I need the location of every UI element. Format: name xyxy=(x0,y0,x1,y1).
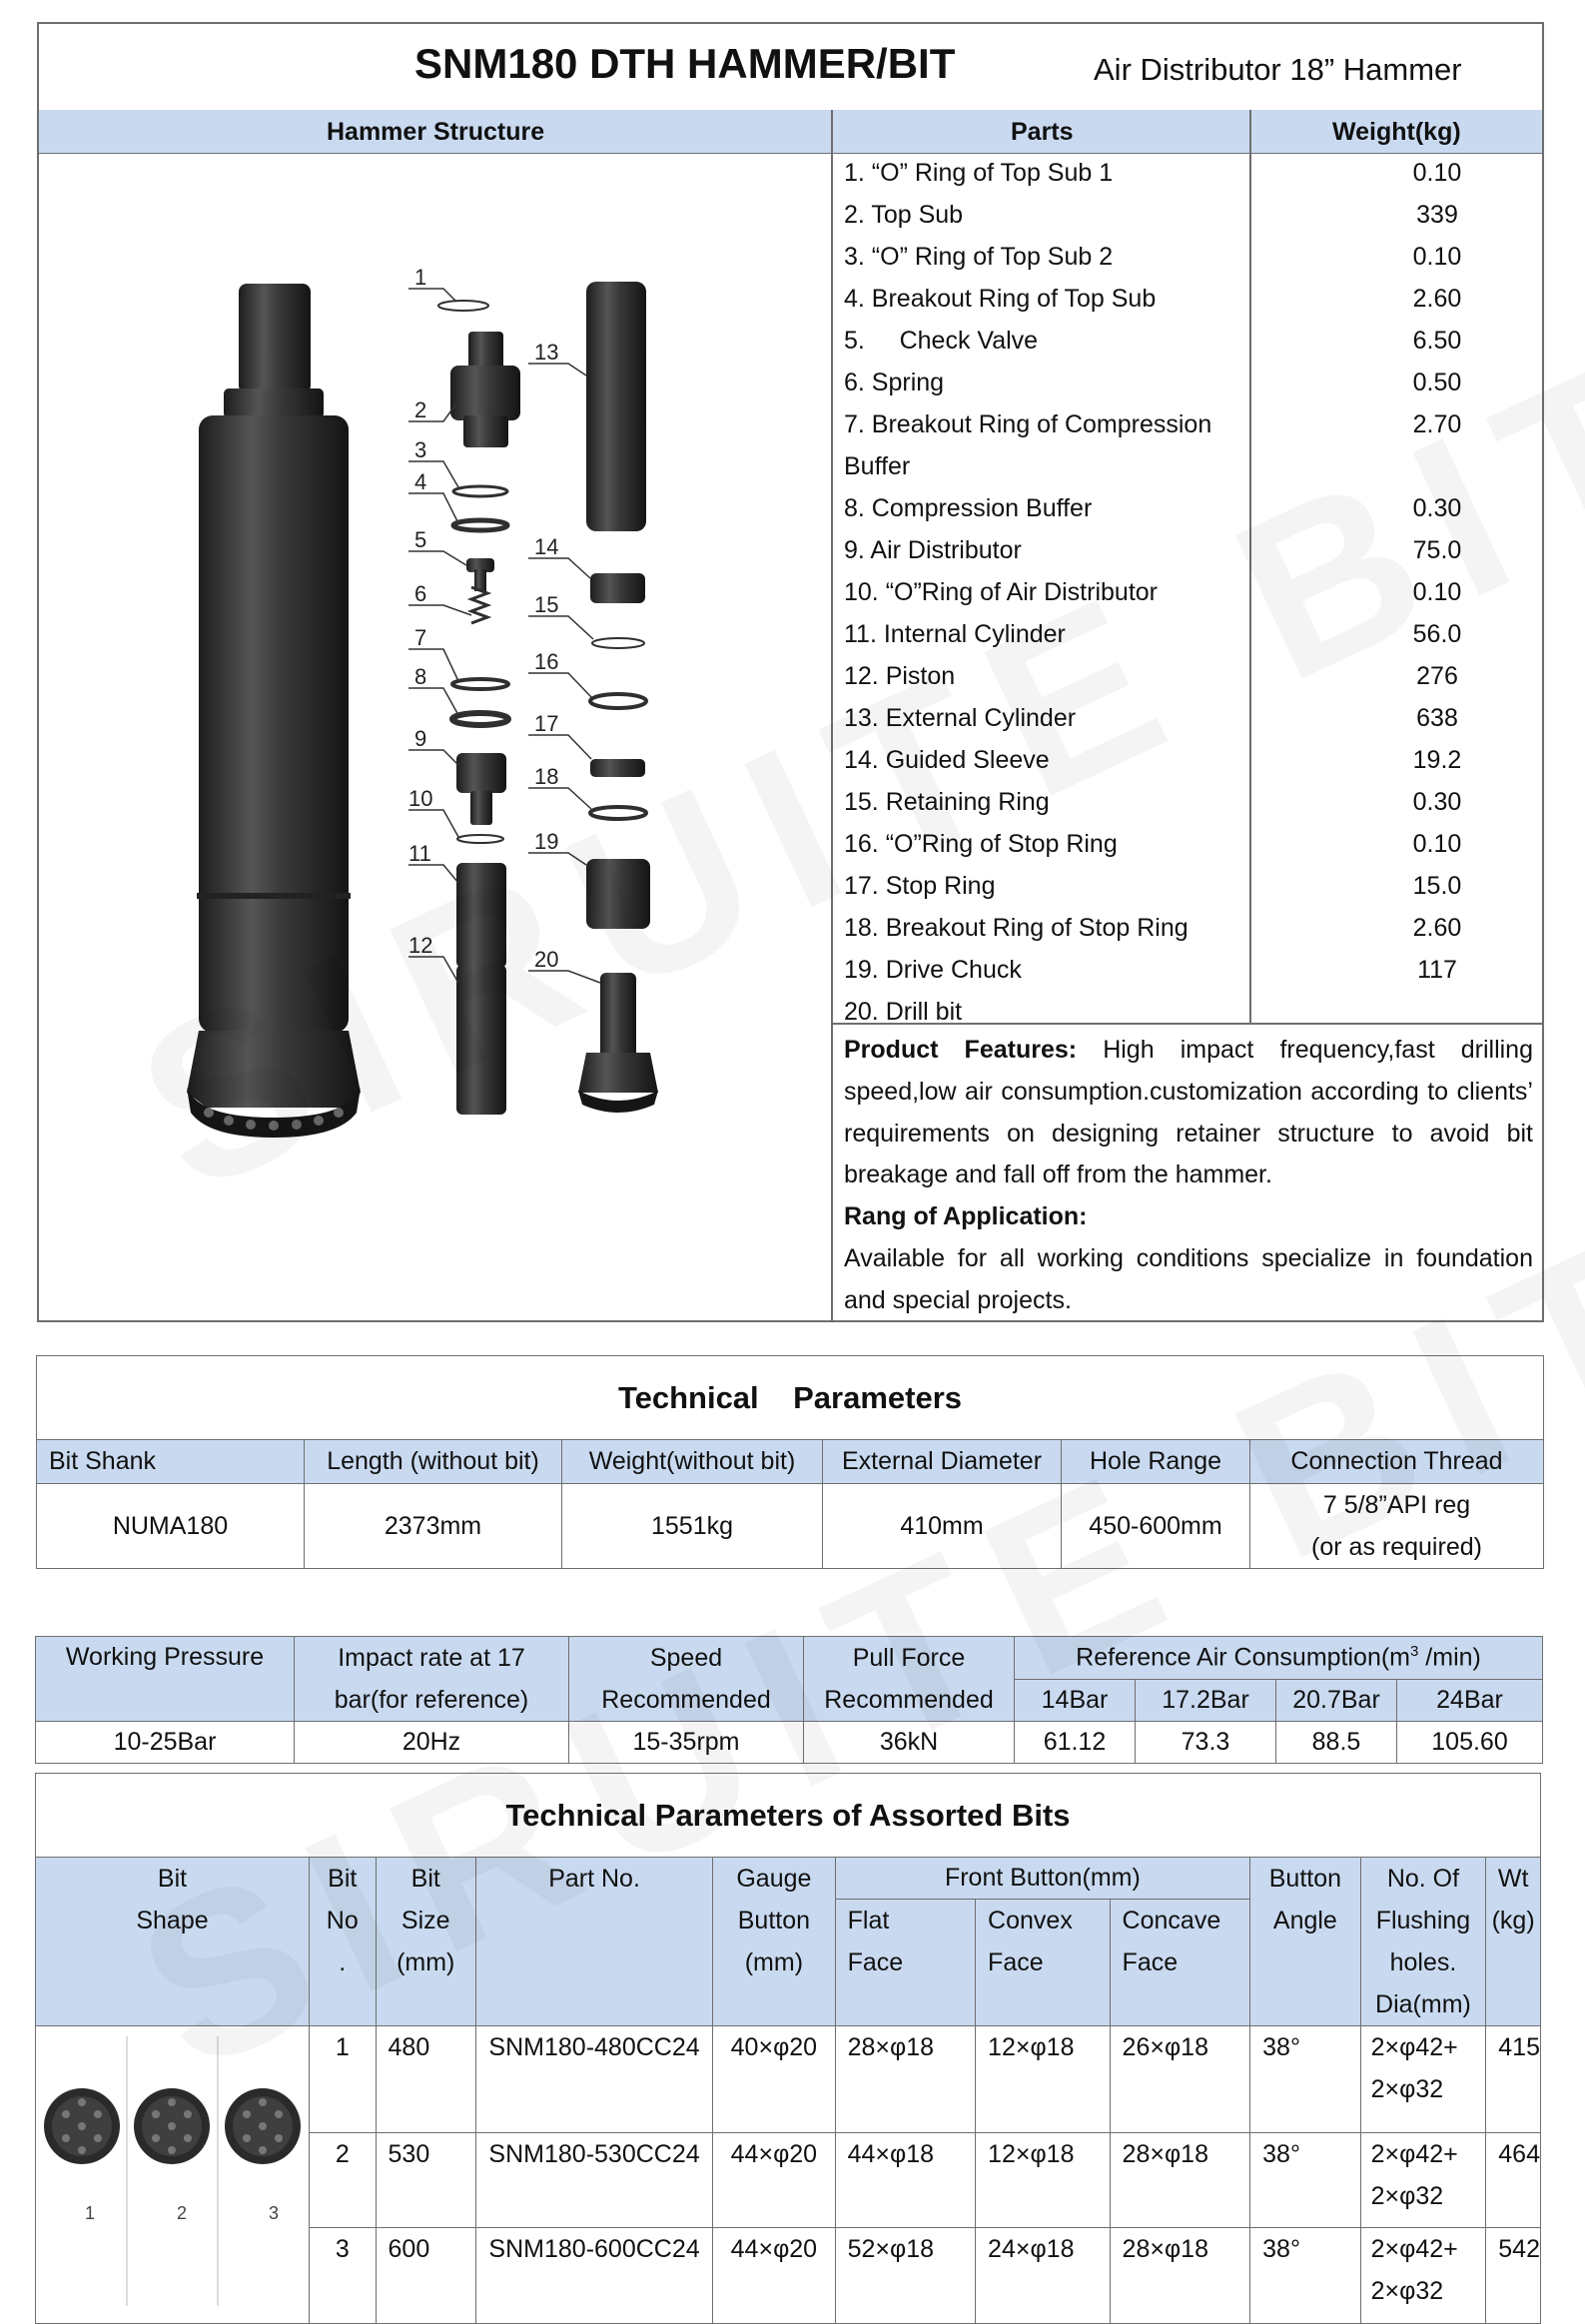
bit-convex: 12×φ18 xyxy=(976,2132,1111,2228)
bits-header xyxy=(1486,1858,1541,2026)
bit-flat: 52×φ18 xyxy=(835,2228,975,2324)
bits-header-line: Angle xyxy=(1272,1907,1337,1935)
tech-value: 450-600mm xyxy=(1062,1484,1250,1569)
bits-title: Technical Parameters of Assorted Bits xyxy=(36,1774,1541,1858)
bit-convex: 12×φ18 xyxy=(976,2026,1111,2133)
bits-header-line: No. Of xyxy=(1386,1865,1460,1893)
bits-header-line: Wt xyxy=(1497,1865,1529,1893)
bits-header xyxy=(976,1900,1111,2026)
bit-gauge: 40×φ20 xyxy=(713,2026,836,2133)
work-value: 73.3 xyxy=(1136,1722,1276,1764)
work-header-line: Impact rate at 17 xyxy=(338,1644,525,1672)
part-item: 4. Breakout Ring of Top Sub xyxy=(844,285,1157,313)
bit-gauge: 44×φ20 xyxy=(713,2228,836,2324)
bit-holes-line: 2×φ32 xyxy=(1370,2181,1444,2210)
work-value: 10-25Bar xyxy=(36,1722,295,1764)
part-item: 2. Top Sub xyxy=(844,201,964,229)
bit-shape-label: 2 xyxy=(176,2203,188,2223)
bit-part-no: SNM180-600CC24 xyxy=(475,2228,712,2324)
part-item: 10. “O”Ring of Air Distributor xyxy=(844,578,1158,606)
tech-value: 410mm xyxy=(823,1484,1062,1569)
part-weight: 2.60 xyxy=(1412,285,1462,313)
header-parts: Parts xyxy=(1011,118,1074,146)
bits-header-line: . xyxy=(339,1948,347,1976)
callout-3: 3 xyxy=(414,437,427,462)
features-text: High impact frequency,fast drilling speed,low air consumption.customization according to clients’ requirements on designing retainer structure to avoid bit breakage and fall off from the hammer. xyxy=(844,1036,1533,1189)
bit-concave: 28×φ18 xyxy=(1110,2132,1250,2228)
bit-holes-line: 2×φ42+ xyxy=(1370,2235,1458,2264)
part-item: 7. Breakout Ring of Compression xyxy=(844,410,1212,438)
part-weight: 339 xyxy=(1416,201,1458,229)
tech-header: Length (without bit) xyxy=(305,1440,562,1484)
bits-header: Part No. xyxy=(475,1858,712,2026)
bits-header-line: Bit xyxy=(157,1865,188,1893)
work-header-line: Speed xyxy=(649,1644,723,1672)
part-weight: 2.60 xyxy=(1412,914,1462,942)
bits-header-line: No xyxy=(326,1907,359,1935)
part-item: 13. External Cylinder xyxy=(844,704,1077,732)
tech-header: Connection Thread xyxy=(1250,1440,1544,1484)
tech-value: 1551kg xyxy=(562,1484,823,1569)
bits-header-line: Size xyxy=(400,1907,450,1935)
work-value: 15-35rpm xyxy=(569,1722,804,1764)
part-weight: 56.0 xyxy=(1412,620,1462,648)
part-weight: 0.10 xyxy=(1412,159,1462,187)
part-item: 14. Guided Sleeve xyxy=(844,746,1050,774)
work-value: 20Hz xyxy=(295,1722,569,1764)
bit-gauge: 44×φ20 xyxy=(713,2132,836,2228)
callout-8: 8 xyxy=(414,664,427,689)
bit-concave: 26×φ18 xyxy=(1110,2026,1250,2133)
header-hammer-structure: Hammer Structure xyxy=(327,118,545,146)
bit-size: 600 xyxy=(376,2228,475,2324)
part-weight: 0.10 xyxy=(1412,578,1462,606)
page-title: SNM180 DTH HAMMER/BIT xyxy=(414,40,956,87)
work-header: Working Pressure xyxy=(36,1637,295,1722)
bit-convex: 24×φ18 xyxy=(976,2228,1111,2324)
part-item-cont: Buffer xyxy=(844,452,911,480)
bit-size: 530 xyxy=(376,2132,475,2228)
parts-header-row xyxy=(39,110,1542,154)
part-item: 8. Compression Buffer xyxy=(844,494,1093,522)
callout-20: 20 xyxy=(534,947,559,972)
bit-holes-line: 2×φ42+ xyxy=(1370,2139,1458,2168)
tech-value: 2373mm xyxy=(305,1484,562,1569)
part-item: 9. Air Distributor xyxy=(844,536,1022,564)
work-header-line: bar(for reference) xyxy=(334,1686,529,1714)
work-value: 36kN xyxy=(804,1722,1015,1764)
bit-weight: 415 xyxy=(1486,2026,1541,2133)
bits-header-line: (mm) xyxy=(744,1948,804,1976)
bits-header-line: Face xyxy=(988,1948,1044,1977)
part-weight: 6.50 xyxy=(1412,327,1462,355)
bit-part-no: SNM180-530CC24 xyxy=(475,2132,712,2228)
tech-header: Weight(without bit) xyxy=(562,1440,823,1484)
callout-1: 1 xyxy=(414,265,427,290)
bit-holes xyxy=(1360,2026,1486,2133)
bits-header-line: Flat xyxy=(847,1907,890,1936)
part-item: 6. Spring xyxy=(844,369,945,396)
bit-no: 2 xyxy=(310,2132,377,2228)
bits-header-line: Concave xyxy=(1122,1907,1221,1936)
bit-shape-label: 1 xyxy=(84,2203,96,2223)
work-header-line: Recommended xyxy=(824,1686,994,1714)
part-weight: 15.0 xyxy=(1412,872,1462,900)
part-item: 1. “O” Ring of Top Sub 1 xyxy=(844,159,1114,187)
bits-header xyxy=(713,1858,836,2026)
callout-16: 16 xyxy=(534,649,559,674)
work-value: 61.12 xyxy=(1015,1722,1136,1764)
callout-6: 6 xyxy=(414,581,427,606)
callout-14: 14 xyxy=(534,534,559,559)
air-sup: 3 xyxy=(1410,1643,1419,1661)
bits-header-line: Dia(mm) xyxy=(1375,1990,1471,2018)
bit-holes-line: 2×φ32 xyxy=(1370,2075,1444,2103)
part-weight: 2.70 xyxy=(1412,410,1462,438)
callout-5: 5 xyxy=(414,527,427,552)
part-item: 16. “O”Ring of Stop Ring xyxy=(844,830,1118,858)
bit-shape-label: 3 xyxy=(268,2203,280,2223)
bits-header-line: Gauge xyxy=(736,1865,812,1893)
bits-header-line: Convex xyxy=(988,1907,1073,1936)
thread-line: 7 5/8”API reg xyxy=(1322,1491,1471,1519)
work-value: 105.60 xyxy=(1397,1722,1543,1764)
bits-header-line: Bit xyxy=(328,1865,358,1893)
air-bar: 14Bar xyxy=(1015,1679,1136,1722)
tech-value: NUMA180 xyxy=(37,1484,305,1569)
part-weight: 0.10 xyxy=(1412,243,1462,271)
tech-header: Hole Range xyxy=(1062,1440,1250,1484)
work-value: 88.5 xyxy=(1276,1722,1397,1764)
part-item: 18. Breakout Ring of Stop Ring xyxy=(844,914,1189,942)
part-item: 12. Piston xyxy=(844,662,956,690)
part-item: 17. Stop Ring xyxy=(844,872,996,900)
part-item: 15. Retaining Ring xyxy=(844,788,1050,816)
bit-size: 480 xyxy=(376,2026,475,2133)
title-row xyxy=(39,24,1542,111)
bit-no: 1 xyxy=(310,2026,377,2133)
bits-header xyxy=(1360,1858,1486,2026)
air-label: Reference Air Consumption(m xyxy=(1076,1643,1411,1672)
callout-9: 9 xyxy=(414,726,427,751)
bits-header-line: Button xyxy=(737,1907,811,1935)
bit-concave: 28×φ18 xyxy=(1110,2228,1250,2324)
callout-11: 11 xyxy=(408,841,431,866)
bit-no: 3 xyxy=(310,2228,377,2324)
callout-10: 10 xyxy=(408,786,433,811)
bits-header-line: Bit xyxy=(410,1865,440,1893)
part-item: 19. Drive Chuck xyxy=(844,956,1022,984)
air-label-end: /min) xyxy=(1418,1643,1481,1672)
part-weight: 276 xyxy=(1416,662,1458,690)
tech-header: External Diameter xyxy=(823,1440,1062,1484)
bits-header xyxy=(1250,1858,1360,2026)
bit-part-no: SNM180-480CC24 xyxy=(475,2026,712,2133)
bit-face-image xyxy=(134,2088,210,2164)
callout-7: 7 xyxy=(414,625,427,650)
part-weight: 117 xyxy=(1417,956,1457,984)
bit-holes xyxy=(1360,2228,1486,2324)
bit-holes-line: 2×φ42+ xyxy=(1370,2033,1458,2061)
bit-holes xyxy=(1360,2132,1486,2228)
bits-header-line: Face xyxy=(847,1948,904,1977)
callout-13: 13 xyxy=(534,340,559,365)
bits-header-line: Face xyxy=(1122,1948,1179,1977)
thread-line: (or as required) xyxy=(1311,1533,1482,1561)
callout-15: 15 xyxy=(534,592,559,617)
features-label: Product Features: xyxy=(844,1036,1078,1064)
bit-flat: 28×φ18 xyxy=(835,2026,975,2133)
application-label: Rang of Application: xyxy=(844,1202,1088,1231)
bit-angle: 38° xyxy=(1250,2228,1360,2324)
bits-header xyxy=(835,1900,975,2026)
part-weight: 0.30 xyxy=(1412,494,1462,522)
header-weight: Weight(kg) xyxy=(1332,118,1461,146)
application-text: Available for all working conditions specialize in foundation and special projects. xyxy=(844,1243,1533,1314)
part-weight: 19.2 xyxy=(1412,746,1462,774)
work-header-line: Pull Force xyxy=(852,1644,966,1672)
bit-holes-line: 2×φ32 xyxy=(1370,2277,1444,2306)
bit-angle: 38° xyxy=(1250,2132,1360,2228)
part-item: 5. Check Valve xyxy=(844,327,1039,355)
part-weight: 638 xyxy=(1416,704,1458,732)
bit-face-image xyxy=(44,2088,120,2164)
bit-angle: 38° xyxy=(1250,2026,1360,2133)
bit-weight: 464 xyxy=(1486,2132,1541,2228)
part-item: 20. Drill bit xyxy=(844,998,963,1026)
callout-4: 4 xyxy=(414,469,427,494)
part-item: 11. Internal Cylinder xyxy=(844,620,1066,648)
tech-title: Technical Parameters xyxy=(37,1356,1544,1440)
callout-19: 19 xyxy=(534,829,559,854)
bits-header-line: Button xyxy=(1268,1865,1342,1893)
part-item: 3. “O” Ring of Top Sub 2 xyxy=(844,243,1114,271)
part-weight: 75.0 xyxy=(1412,536,1462,564)
tech-header: Bit Shank xyxy=(37,1440,305,1484)
bits-header-line: Flushing xyxy=(1375,1907,1471,1935)
work-header-line: Recommended xyxy=(601,1686,771,1714)
air-bar: 17.2Bar xyxy=(1136,1679,1276,1722)
bits-header xyxy=(1110,1900,1250,2026)
callout-2: 2 xyxy=(414,397,427,422)
page-subtitle: Air Distributor 18” Hammer xyxy=(1094,52,1462,87)
part-weight: 0.10 xyxy=(1412,830,1462,858)
part-weight: 0.30 xyxy=(1412,788,1462,816)
callout-17: 17 xyxy=(534,711,559,736)
bits-header-front: Front Button(mm) xyxy=(835,1858,1250,1900)
bits-header-line: holes. xyxy=(1389,1948,1457,1976)
bit-weight: 542 xyxy=(1486,2228,1541,2324)
air-bar: 24Bar xyxy=(1397,1679,1543,1722)
part-weight: 0.50 xyxy=(1412,369,1462,396)
air-bar: 20.7Bar xyxy=(1276,1679,1397,1722)
callout-12: 12 xyxy=(408,933,433,958)
bits-header-line: (mm) xyxy=(396,1948,455,1976)
callout-18: 18 xyxy=(534,764,559,789)
bits-header-line: Shape xyxy=(136,1907,209,1935)
bits-header-line: (kg) xyxy=(1491,1907,1535,1935)
bit-flat: 44×φ18 xyxy=(835,2132,975,2228)
